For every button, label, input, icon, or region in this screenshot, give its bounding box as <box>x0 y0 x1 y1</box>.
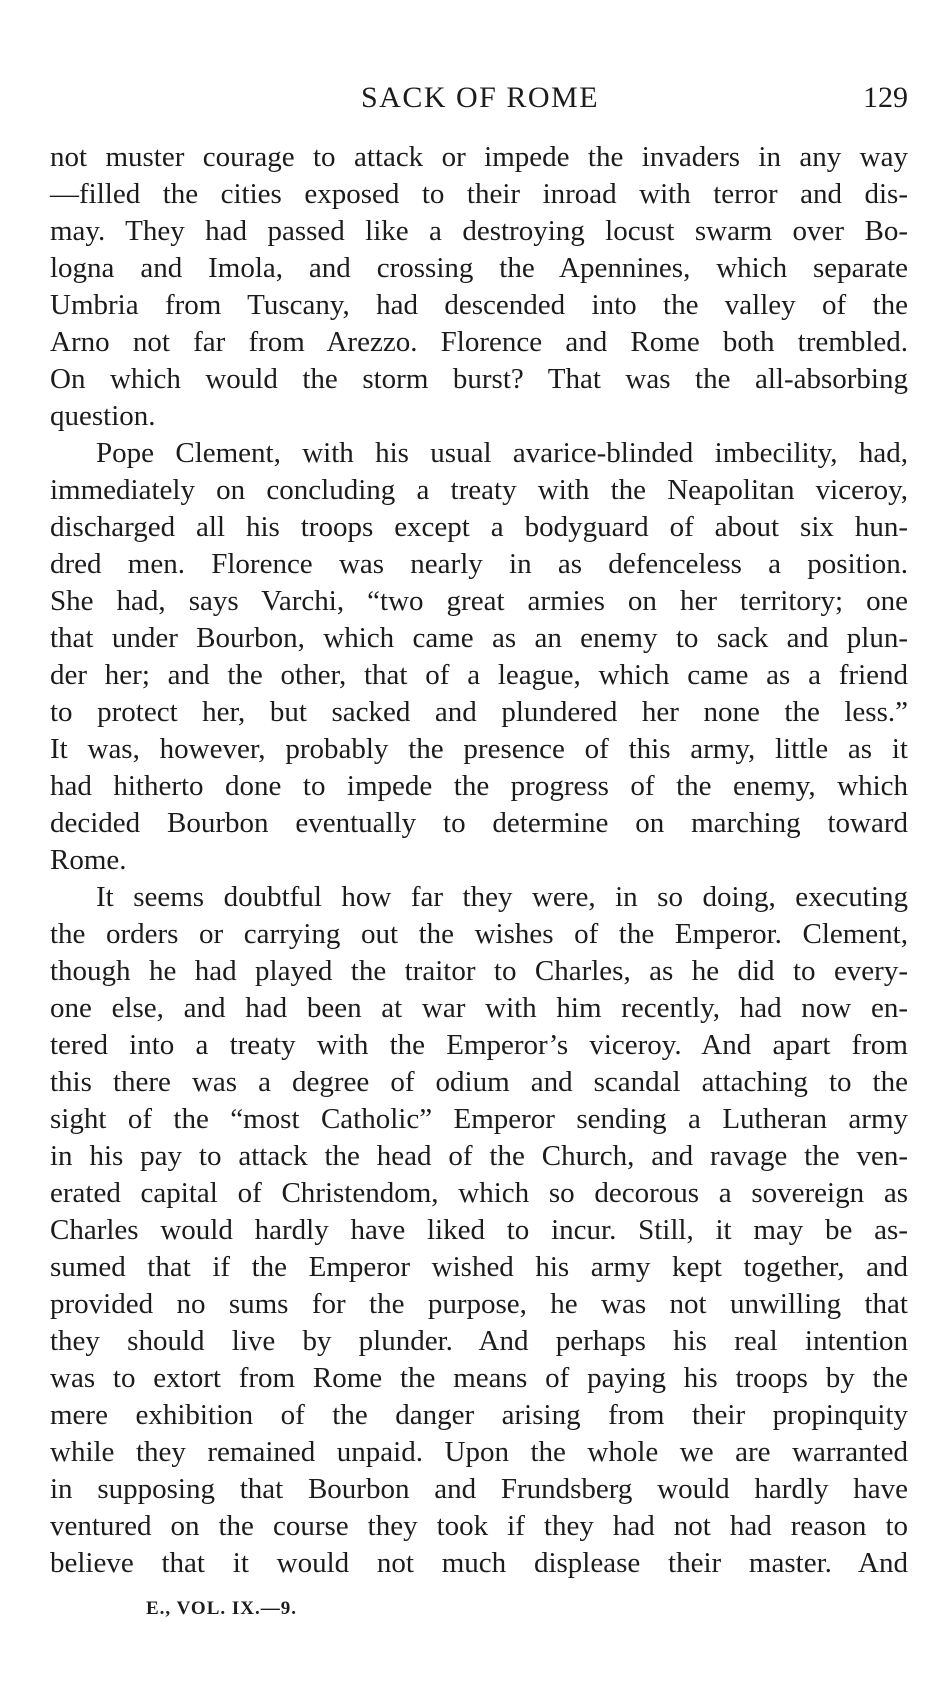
text-line: mere exhibition of the danger arising from their propinquity <box>50 1399 908 1431</box>
paragraph-first-line: It seems doubtful how far they were, in so doing, executing <box>96 881 908 913</box>
text-line: believe that it would not much displease their master. And <box>50 1547 908 1579</box>
text-line: was to extort from Rome the means of paying his troops by the <box>50 1362 908 1394</box>
text-line: that under Bourbon, which came as an enemy to sack and plun- <box>50 622 908 654</box>
text-line: dred men. Florence was nearly in as defenceless a position. <box>50 548 908 580</box>
text-line: in his pay to attack the head of the Church, and ravage the ven- <box>50 1140 908 1172</box>
running-head <box>52 78 908 118</box>
text-line: Rome. <box>50 844 127 876</box>
text-line: She had, says Varchi, “two great armies on her territory; one <box>50 585 908 617</box>
text-line: sight of the “most Catholic” Emperor sending a Lutheran army <box>50 1103 908 1135</box>
paragraph-first-line: Pope Clement, with his usual avarice-blinded imbecility, had, <box>96 437 908 469</box>
text-line: logna and Imola, and crossing the Apennines, which separate <box>50 252 908 284</box>
text-line: while they remained unpaid. Upon the whole we are warranted <box>50 1436 908 1468</box>
text-line: in supposing that Bourbon and Frundsberg would hardly have <box>50 1473 908 1505</box>
text-line: decided Bourbon eventually to determine on marching toward <box>50 807 908 839</box>
text-line: provided no sums for the purpose, he was not unwilling that <box>50 1288 908 1320</box>
text-line: sumed that if the Emperor wished his army kept together, and <box>50 1251 908 1283</box>
text-line: one else, and had been at war with him recently, had now en- <box>50 992 908 1024</box>
text-line: though he had played the traitor to Charles, as he did to every- <box>50 955 908 987</box>
text-line: der her; and the other, that of a league, which came as a friend <box>50 659 908 691</box>
text-line: It was, however, probably the presence of this army, little as it <box>50 733 908 765</box>
text-line: may. They had passed like a destroying locust swarm over Bo- <box>50 215 908 247</box>
body-text <box>50 139 908 1582</box>
text-line: —filled the cities exposed to their inroad with terror and dis- <box>50 178 908 210</box>
signature-mark: E., VOL. IX.—9. <box>146 1598 297 1619</box>
text-line: to protect her, but sacked and plundered her none the less.” <box>50 696 908 728</box>
text-line: tered into a treaty with the Emperor’s viceroy. And apart from <box>50 1029 908 1061</box>
text-line: had hitherto done to impede the progress of the enemy, which <box>50 770 908 802</box>
text-line: discharged all his troops except a bodyguard of about six hun- <box>50 511 908 543</box>
text-line: the orders or carrying out the wishes of the Emperor. Clement, <box>50 918 908 950</box>
text-line: question. <box>50 400 156 432</box>
text-line: Arno not far from Arezzo. Florence and Rome both trembled. <box>50 326 908 358</box>
text-line: ventured on the course they took if they had not had reason to <box>50 1510 908 1542</box>
text-line: Umbria from Tuscany, had descended into the valley of the <box>50 289 908 321</box>
text-line: this there was a degree of odium and scandal attaching to the <box>50 1066 908 1098</box>
text-line: immediately on concluding a treaty with the Neapolitan viceroy, <box>50 474 908 506</box>
text-line: they should live by plunder. And perhaps his real intention <box>50 1325 908 1357</box>
page-number: 129 <box>863 81 908 114</box>
text-line: erated capital of Christendom, which so decorous a sovereign as <box>50 1177 908 1209</box>
text-line: not muster courage to attack or impede the invaders in any way <box>50 141 908 173</box>
text-line: Charles would hardly have liked to incur. Still, it may be as- <box>50 1214 908 1246</box>
running-title: SACK OF ROME <box>360 81 600 114</box>
text-line: On which would the storm burst? That was the all-absorbing <box>50 363 908 395</box>
